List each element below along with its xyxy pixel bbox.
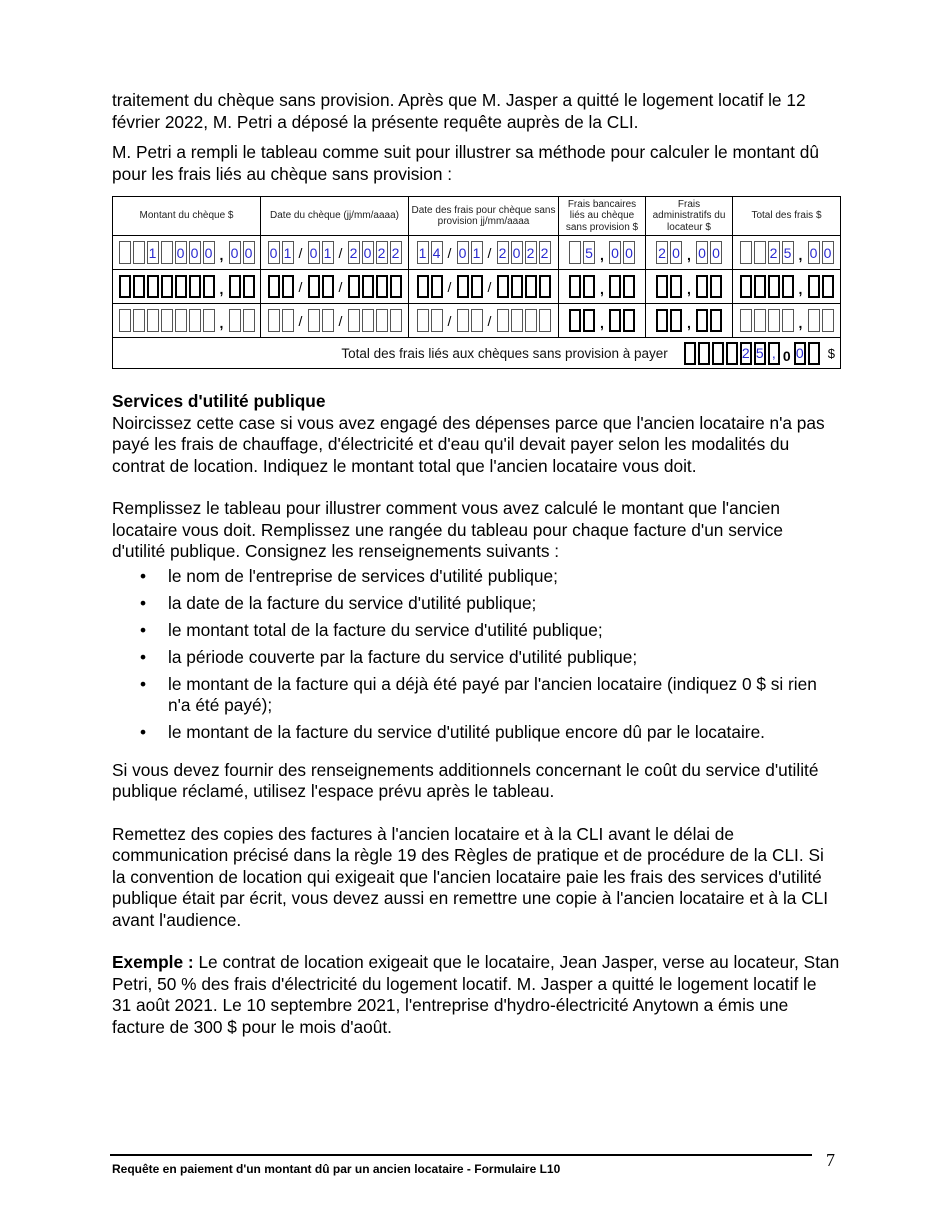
table-row (113, 270, 841, 304)
fee-date-field[interactable] (409, 275, 558, 298)
digit-box: 2 (656, 241, 668, 264)
grand-total-field[interactable] (684, 342, 820, 365)
date-separator: / (338, 312, 343, 329)
date-separator: / (447, 278, 452, 295)
digit-box (133, 241, 145, 264)
digit-box: 0 (696, 241, 708, 264)
digit-box (782, 275, 794, 298)
digit-box: 0 (457, 241, 469, 264)
digit-box (696, 309, 708, 332)
admin-fee-field[interactable] (646, 309, 732, 332)
digit-box: 5 (782, 241, 794, 264)
digit-box (698, 342, 710, 365)
footer-title: Requête en paiement d'un montant dû par un ancien locataire - Formulaire L10 (112, 1162, 561, 1176)
date-separator: / (487, 312, 492, 329)
digit-box (525, 275, 537, 298)
digit-box (390, 309, 402, 332)
fee-date-field[interactable] (409, 309, 558, 332)
utilities-list (112, 566, 840, 744)
date-separator: / (487, 278, 492, 295)
digit-box: 2 (348, 241, 360, 264)
digit-box: 2 (497, 241, 509, 264)
digit-box: 0 (794, 342, 806, 365)
digit-box (243, 275, 255, 298)
fee-date-field[interactable] (409, 241, 558, 264)
digit-box: 0 (609, 241, 621, 264)
decimal-separator: 0 (782, 347, 791, 364)
digit-box (229, 309, 241, 332)
digit-box (431, 309, 443, 332)
digit-box (511, 275, 523, 298)
list-item: • la période couverte par la facture du service d'utilité publique; (140, 646, 638, 667)
bullet-icon: • (140, 722, 147, 742)
digit-box (119, 275, 131, 298)
utilities-heading: Services d'utilité publique (112, 391, 326, 411)
digit-box (539, 275, 551, 298)
digit-box (282, 309, 294, 332)
decimal-separator: , (687, 281, 691, 297)
digit-box (497, 275, 509, 298)
digit-box (119, 241, 131, 264)
digit-box (322, 275, 334, 298)
digit-box (348, 275, 360, 298)
digit-box (417, 309, 429, 332)
currency-symbol: $ (827, 345, 835, 361)
digit-box (583, 309, 595, 332)
digit-box: 1 (417, 241, 429, 264)
decimal-separator: , (798, 247, 803, 263)
header-cheque-amount: Montant du chèque $ (113, 197, 261, 236)
digit-box (282, 275, 294, 298)
header-admin-fee: Frais administratifs du locateur $ (646, 197, 733, 236)
digit-box (189, 275, 201, 298)
utilities-paragraph-4: Remettez des copies des factures à l'ancien locataire et à la CLI avant le délai de communication précisé dans la règle 19 des Règles de pratique et de procédure de la CLI. Si la convention de location qui exigeait que l'ancien locataire paie les frais des services d'utilité publique était par écrit, vous devez aussi en remettre une copie à l'ancien locataire et à la CLI avant l'audience. (112, 823, 829, 930)
digit-box (431, 275, 443, 298)
digit-box (569, 275, 581, 298)
digit-box (712, 342, 724, 365)
digit-box (376, 275, 388, 298)
digit-box (119, 309, 131, 332)
cheque-date-field[interactable] (261, 275, 408, 298)
example-paragraph (112, 952, 840, 1038)
digit-box (569, 241, 581, 264)
digit-box: 2 (390, 241, 402, 264)
utilities-paragraph-3: Si vous devez fournir des renseignements additionnels concernant le coût du service d'utilité publique réclamé, utilisez l'espace prévu après le tableau. (112, 759, 819, 801)
digit-box (161, 309, 173, 332)
list-item: • le montant de la facture qui a déjà été payé par l'ancien locataire (indiquez 0 $ si rien n'a été payé); (140, 673, 817, 715)
digit-box (376, 309, 388, 332)
digit-box (670, 309, 682, 332)
cheque-date-field[interactable] (261, 241, 408, 264)
cheque-amount-field[interactable] (113, 309, 260, 332)
digit-box: 5 (754, 342, 766, 365)
date-separator: / (487, 244, 492, 261)
digit-box (147, 309, 159, 332)
header-bank-fee: Frais bancaires liés au chèque sans provision $ (559, 197, 646, 236)
digit-box: , (768, 342, 780, 365)
table-row (113, 304, 841, 338)
digit-box: 0 (623, 241, 635, 264)
digit-box: 1 (322, 241, 334, 264)
date-separator: / (298, 244, 303, 261)
cheque-amount-field[interactable] (113, 275, 260, 298)
digit-box (754, 275, 766, 298)
total-fee-field[interactable] (733, 309, 840, 332)
digit-box (656, 275, 668, 298)
digit-box (161, 275, 173, 298)
decimal-separator: , (798, 315, 803, 331)
digit-box (471, 275, 483, 298)
digit-box: 2 (740, 342, 752, 365)
digit-box (133, 275, 145, 298)
header-fee-date: Date des frais pour chèque sans provision jj/mm/aaaa (409, 197, 559, 236)
table-row (113, 236, 841, 270)
decimal-separator: , (219, 281, 224, 297)
digit-box (497, 309, 509, 332)
digit-box (623, 309, 635, 332)
digit-box (362, 275, 374, 298)
page-number: 7 (826, 1150, 835, 1170)
digit-box: 0 (268, 241, 280, 264)
bullet-icon: • (140, 646, 147, 667)
list-item: • le montant de la facture du service d'utilité publique encore dû par le locataire. (140, 722, 765, 742)
date-separator: / (338, 278, 343, 295)
digit-box (189, 309, 201, 332)
digit-box: 1 (147, 241, 159, 264)
digit-box (133, 309, 145, 332)
date-separator: / (298, 278, 303, 295)
digit-box: 2 (539, 241, 551, 264)
digit-box (417, 275, 429, 298)
digit-box (348, 309, 360, 332)
digit-box (656, 309, 668, 332)
digit-box (754, 241, 766, 264)
bank-fee-field[interactable] (559, 275, 645, 298)
digit-box (740, 309, 752, 332)
digit-box: 4 (431, 241, 443, 264)
digit-box (539, 309, 551, 332)
cheque-amount-field[interactable] (113, 241, 260, 264)
decimal-separator: , (798, 281, 803, 297)
intro-paragraph-2: M. Petri a rempli le tableau comme suit pour illustrer sa méthode pour calculer le montant dû pour les frais liés au chèque sans provision : (112, 142, 819, 184)
digit-box (768, 275, 780, 298)
decimal-separator: , (219, 315, 224, 331)
intro-paragraph-1: traitement du chèque sans provision. Après que M. Jasper a quitté le logement locatif le 12 février 2022, M. Petri a déposé la présente requête auprès de la CLI. (112, 90, 806, 132)
digit-box (623, 275, 635, 298)
digit-box: 0 (822, 241, 834, 264)
date-separator: / (447, 244, 452, 261)
bullet-icon: • (140, 565, 147, 586)
digit-box: 0 (229, 241, 241, 264)
digit-box (808, 309, 820, 332)
digit-box (684, 342, 696, 365)
digit-box (203, 309, 215, 332)
decimal-separator: , (219, 247, 224, 263)
list-item: • la date de la facture du service d'utilité publique; (140, 592, 537, 613)
page-content (112, 90, 840, 1038)
digit-box (457, 275, 469, 298)
digit-box (322, 309, 334, 332)
list-item: • le nom de l'entreprise de services d'utilité publique; (140, 565, 558, 586)
digit-box: 0 (511, 241, 523, 264)
digit-box (308, 309, 320, 332)
digit-box (268, 309, 280, 332)
header-cheque-date: Date du chèque (jj/mm/aaaa) (261, 197, 409, 236)
digit-box (229, 275, 241, 298)
digit-box (768, 309, 780, 332)
digit-box (710, 309, 722, 332)
digit-box (511, 309, 523, 332)
digit-box (609, 275, 621, 298)
admin-fee-field[interactable] (646, 241, 732, 264)
digit-box (390, 275, 402, 298)
digit-box (670, 275, 682, 298)
digit-box (583, 275, 595, 298)
example-text: Le contrat de location exigeait que le locataire, Jean Jasper, verse au locateur, Stan Petri, 50 % des frais d'électricité du logement locatif. M. Jasper a quitté le logement locatif le 31 août 2021. Le 10 septembre 2021, l'entreprise d'hydro-électricité Anytown a émis une facture de 300 $ pour le mois d'août. (112, 952, 840, 1037)
decimal-separator: , (687, 247, 691, 263)
digit-box (726, 342, 738, 365)
digit-box (457, 309, 469, 332)
list-item: • le montant total de la facture du service d'utilité publique; (140, 619, 603, 640)
bullet-icon: • (140, 673, 147, 694)
digit-box (696, 275, 708, 298)
digit-box: 0 (362, 241, 374, 264)
digit-box: 2 (376, 241, 388, 264)
digit-box: 2 (768, 241, 780, 264)
digit-box (471, 309, 483, 332)
digit-box (525, 309, 537, 332)
total-label: Total des frais liés aux chèques sans provision à payer (341, 345, 668, 361)
digit-box (161, 241, 173, 264)
decimal-separator: , (687, 315, 691, 331)
digit-box: 0 (710, 241, 722, 264)
digit-box (822, 275, 834, 298)
digit-box (147, 275, 159, 298)
bank-fee-field[interactable] (559, 309, 645, 332)
utilities-paragraph-2: Remplissez le tableau pour illustrer comment vous avez calculé le montant que l'ancien locataire vous doit. Remplissez une rangée du tableau pour chaque facture d'un service d'utilité publique. Consignez les renseignements suivants : (112, 498, 783, 561)
digit-box: 0 (308, 241, 320, 264)
utilities-paragraph-1: Noircissez cette case si vous avez engagé des dépenses parce que l'ancien locataire n'a pas payé les frais de chauffage, d'électricité et d'eau qu'il devait payer selon les modalités du contrat de location. Indiquez le montant total que l'ancien locataire vous doit. (112, 412, 825, 476)
header-total-fees: Total des frais $ (733, 197, 841, 236)
digit-box (754, 309, 766, 332)
digit-box: 0 (243, 241, 255, 264)
admin-fee-field[interactable] (646, 275, 732, 298)
digit-box (362, 309, 374, 332)
digit-box (740, 241, 752, 264)
digit-box (808, 342, 820, 365)
decimal-separator: , (600, 247, 604, 263)
total-fee-field[interactable] (733, 241, 840, 264)
date-separator: / (338, 244, 343, 261)
digit-box (609, 309, 621, 332)
nsf-cheque-table (112, 196, 841, 369)
digit-box (243, 309, 255, 332)
total-fee-field[interactable] (733, 275, 840, 298)
bank-fee-field[interactable] (559, 241, 645, 264)
digit-box (175, 309, 187, 332)
date-separator: / (298, 312, 303, 329)
digit-box (808, 275, 820, 298)
digit-box: 0 (175, 241, 187, 264)
digit-box: 2 (525, 241, 537, 264)
decimal-separator: , (600, 315, 604, 331)
digit-box (175, 275, 187, 298)
cheque-date-field[interactable] (261, 309, 408, 332)
digit-box (203, 275, 215, 298)
digit-box: 1 (282, 241, 294, 264)
digit-box: 0 (203, 241, 215, 264)
bullet-icon: • (140, 592, 147, 613)
bullet-icon: • (140, 619, 147, 640)
total-row (113, 338, 841, 369)
digit-box: 0 (670, 241, 682, 264)
digit-box: 0 (189, 241, 201, 264)
digit-box (308, 275, 320, 298)
date-separator: / (447, 312, 452, 329)
digit-box (782, 309, 794, 332)
digit-box: 5 (583, 241, 595, 264)
digit-box: 0 (808, 241, 820, 264)
digit-box (268, 275, 280, 298)
example-label: Exemple : (112, 952, 194, 972)
digit-box (569, 309, 581, 332)
decimal-separator: , (600, 281, 604, 297)
digit-box (710, 275, 722, 298)
digit-box (740, 275, 752, 298)
digit-box: 1 (471, 241, 483, 264)
digit-box (822, 309, 834, 332)
footer-divider (110, 1154, 812, 1156)
